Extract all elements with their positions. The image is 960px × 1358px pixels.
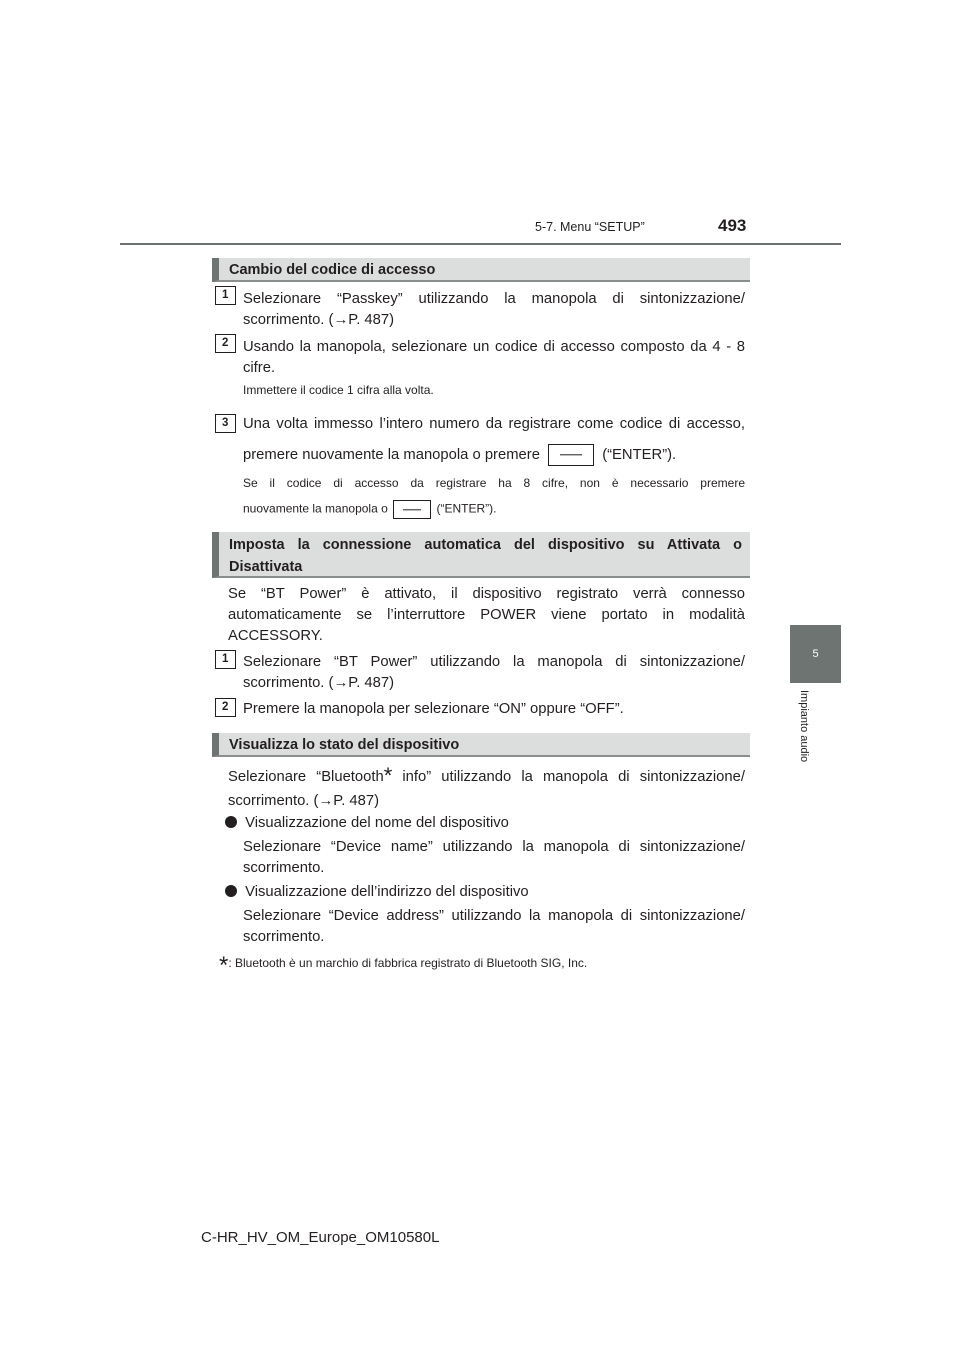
text-line: scorrimento. — [243, 929, 325, 945]
text-line: Selezionare “Device name” utilizzando la manopola di sintonizzazione/ — [243, 839, 745, 855]
chapter-tab: 5 — [790, 625, 841, 683]
footnote — [219, 952, 588, 979]
document-code: C-HR_HV_OM_Europe_OM10580L — [201, 1229, 440, 1246]
chapter-label-text: Impianto audio — [798, 690, 810, 763]
text-line: Se “BT Power” è attivato, il dispositivo registrato verrà connesso — [228, 586, 745, 602]
header-rule — [120, 243, 841, 245]
text-fragment: nuovamente la manopola o — [243, 501, 388, 516]
step-number: 1 — [215, 650, 236, 669]
text-line: Usando la manopola, selezionare un codice di accesso composto da 4 - 8 — [243, 339, 745, 355]
text-fragment: premere nuovamente la manopola o premere — [243, 446, 540, 463]
step-text — [243, 289, 745, 331]
note-text: Se il codice di accesso da registrare ha 8 cifre, non è necessario premere — [243, 476, 745, 490]
bullet-title: Visualizzazione del nome del dispositivo — [245, 815, 509, 831]
bullet-title: Visualizzazione dell’indirizzo del dispositivo — [245, 884, 529, 900]
text-fragment: Selezionare “Bluetooth — [228, 769, 384, 785]
bullet-item — [225, 882, 529, 903]
bullet-icon — [225, 885, 237, 897]
section-heading-passkey: Cambio del codice di accesso — [212, 258, 750, 282]
running-header-section: 5-7. Menu “SETUP” — [535, 220, 645, 234]
text-fragment: (“ENTER”). — [436, 501, 497, 516]
text-fragment: (“ENTER”). — [602, 446, 677, 463]
step-text — [243, 652, 745, 694]
step-text — [243, 337, 745, 379]
bullet-item — [225, 813, 509, 834]
text-line: Una volta immesso l’intero numero da registrare come codice di accesso, — [243, 416, 745, 432]
bullet-icon — [225, 816, 237, 828]
bullet-text — [243, 906, 745, 948]
footnote-text: : Bluetooth è un marchio di fabbrica registrato di Bluetooth SIG, Inc. — [228, 956, 588, 970]
section-heading-bt-power: Imposta la connessione automatica del dispositivo su Attivata o Disattivata — [212, 532, 750, 578]
text-line: scorrimento. (→P. 487) — [243, 312, 395, 328]
step-number: 1 — [215, 286, 236, 305]
text-line: Selezionare “Device address” utilizzando la manopola di sintonizzazione/ — [243, 908, 745, 924]
text-line: ACCESSORY. — [228, 628, 323, 644]
step-text-line — [243, 444, 676, 466]
text-line: cifre. — [243, 360, 276, 376]
note-text-line — [243, 500, 496, 519]
enter-button-icon — [548, 444, 594, 466]
asterisk-mark: * — [383, 763, 393, 788]
note-text: Immettere il codice 1 cifra alla volta. — [243, 383, 434, 397]
text-line: scorrimento. (→P. 487) — [243, 675, 395, 691]
step-number: 3 — [215, 414, 236, 433]
text-line: scorrimento. (→P. 487) — [228, 793, 380, 809]
text-line: Selezionare “Passkey” utilizzando la manopola di sintonizzazione/ — [243, 291, 745, 307]
step-text: Premere la manopola per selezionare “ON” oppure “OFF”. — [243, 701, 624, 717]
chapter-label — [790, 690, 841, 790]
text-fragment: info” utilizzando la manopola di sintonizzazione/ — [392, 769, 745, 785]
bullet-text — [243, 837, 745, 879]
page-number: 493 — [718, 216, 747, 235]
text-line: scorrimento. — [243, 860, 325, 876]
step-number: 2 — [215, 334, 236, 353]
enter-button-icon — [393, 500, 431, 519]
step-number: 2 — [215, 698, 236, 717]
section-heading-device-status: Visualizza lo stato del dispositivo — [212, 733, 750, 757]
footnote-asterisk: * — [219, 952, 229, 979]
text-line: automaticamente se l’interruttore POWER viene portato in modalità — [228, 607, 745, 623]
text-line: Selezionare “BT Power” utilizzando la manopola di sintonizzazione/ — [243, 654, 745, 670]
intro-text-line — [228, 763, 745, 788]
intro-text — [228, 584, 745, 647]
